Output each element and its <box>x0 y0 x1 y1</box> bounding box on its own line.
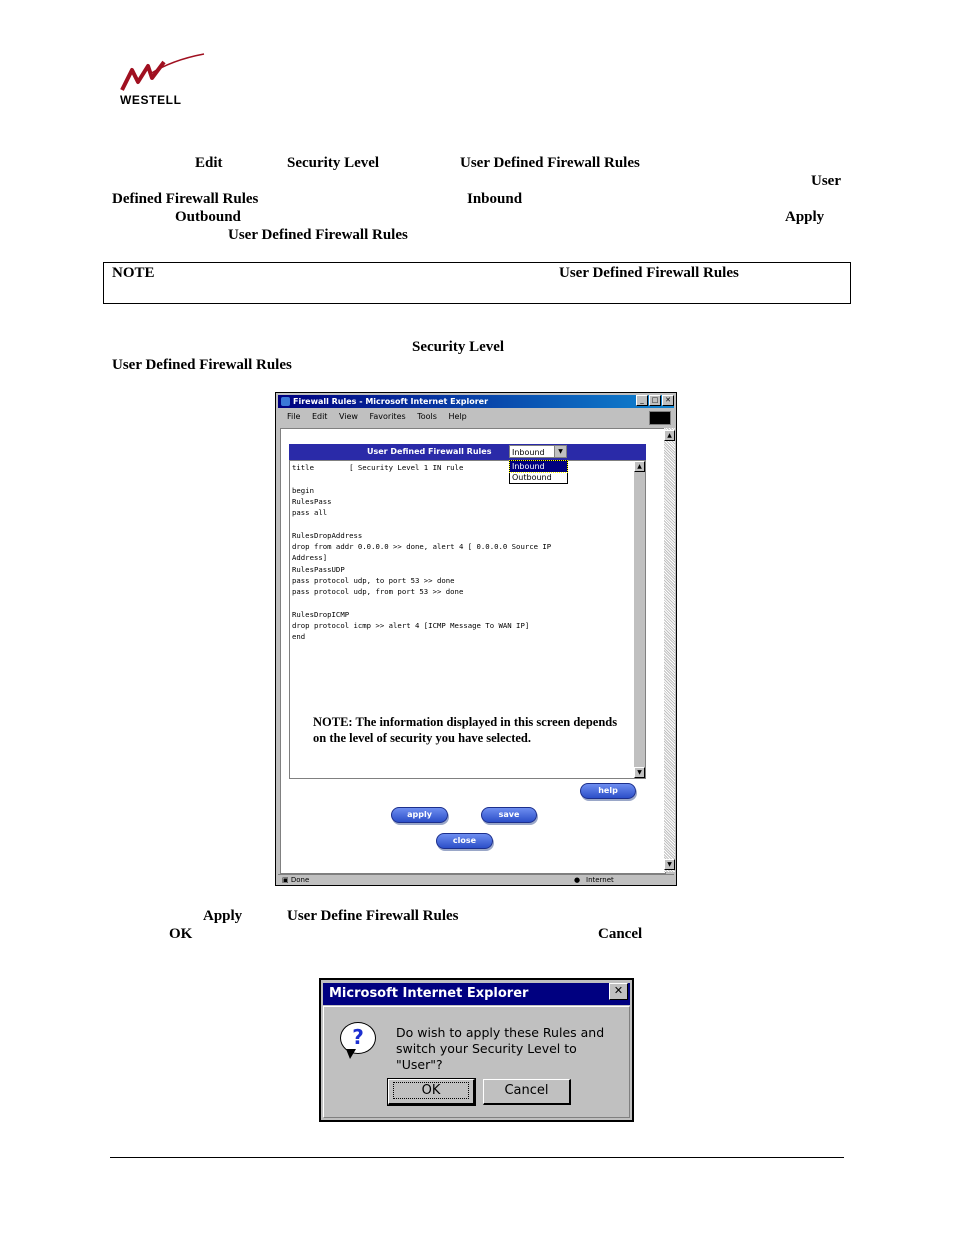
maximize-icon[interactable]: □ <box>649 395 661 406</box>
westell-logo-mark <box>112 52 212 94</box>
rules-header-title: User Defined Firewall Rules <box>367 447 492 456</box>
dialog-message: Do wish to apply these Rules and switch your Security Level to "User"? <box>396 1025 605 1072</box>
footer-rule <box>110 1157 844 1158</box>
confirm-dialog <box>319 978 634 1122</box>
menu-help[interactable]: Help <box>448 412 467 421</box>
direction-select[interactable] <box>509 445 567 458</box>
browser-title: Firewall Rules - Microsoft Internet Explorer <box>293 397 489 406</box>
status-text: Done <box>290 876 310 884</box>
text-user-defined-firewall-rules-3: User Defined Firewall Rules <box>112 357 292 373</box>
dialog-ok-label: OK <box>393 1082 470 1099</box>
rules-textarea[interactable] <box>289 460 646 779</box>
window-controls <box>636 395 674 406</box>
text-cancel: Cancel <box>598 926 643 942</box>
question-icon: ? <box>340 1022 376 1054</box>
close-icon[interactable]: ✕ <box>662 395 674 406</box>
textarea-scrollbar[interactable] <box>634 461 645 778</box>
text-user-defined-firewall-rules-2: User Defined Firewall Rules <box>228 227 408 243</box>
zone-text: Internet <box>586 876 614 884</box>
menu-favorites[interactable]: Favorites <box>369 412 406 421</box>
page-icon: ▣ <box>282 876 289 884</box>
note-label: NOTE <box>112 265 155 281</box>
dialog-close-icon[interactable]: ✕ <box>609 983 628 1000</box>
ie-icon <box>281 397 290 406</box>
text-apply-2: Apply <box>203 908 243 924</box>
menu-edit[interactable]: Edit <box>311 412 328 421</box>
windows-logo-icon <box>649 411 671 425</box>
text-ok: OK <box>169 926 193 942</box>
text-edit: Edit <box>195 155 223 171</box>
menu-view[interactable]: View <box>338 412 358 421</box>
text-inbound: Inbound <box>467 191 523 207</box>
rules-header <box>289 444 646 460</box>
text-user-define-firewall-rules: User Define Firewall Rules <box>287 908 459 924</box>
dialog-ok-button[interactable] <box>388 1079 475 1105</box>
text-outbound: Outbound <box>175 209 241 225</box>
direction-select-value: Inbound <box>512 448 545 457</box>
note-ref: User Defined Firewall Rules <box>559 265 739 281</box>
globe-icon: ● <box>574 876 581 884</box>
status-bar <box>278 874 674 886</box>
text-user-defined-firewall-rules: User Defined Firewall Rules <box>460 155 640 171</box>
page-scrollbar[interactable] <box>664 428 675 872</box>
menu-bar <box>278 410 674 424</box>
close-button[interactable]: close <box>436 833 493 849</box>
logo-text: WESTELL <box>120 93 182 107</box>
menu-tools[interactable]: Tools <box>417 412 437 421</box>
scroll-up-icon[interactable]: ▲ <box>634 461 645 472</box>
question-icon-tail <box>346 1049 356 1059</box>
westell-logo <box>112 52 212 112</box>
page-scroll-up-icon[interactable]: ▲ <box>664 430 675 441</box>
apply-button[interactable]: apply <box>391 807 448 823</box>
dialog-body <box>323 1006 630 1118</box>
rules-note: NOTE: The information displayed in this screen depends on the level of security you have selected. <box>313 715 618 745</box>
text-apply: Apply <box>785 209 825 225</box>
help-button[interactable]: help <box>580 783 636 799</box>
option-inbound[interactable]: Inbound <box>510 461 567 472</box>
text-security-level-2: Security Level <box>412 339 505 355</box>
dialog-cancel-button[interactable]: Cancel <box>483 1079 571 1105</box>
browser-titlebar <box>278 395 674 408</box>
browser-window <box>275 392 677 886</box>
minimize-icon[interactable]: _ <box>636 395 648 406</box>
text-defined-firewall-rules: Defined Firewall Rules <box>112 191 259 207</box>
scroll-down-icon[interactable]: ▼ <box>634 767 645 778</box>
direction-dropdown-list[interactable] <box>509 460 568 484</box>
dialog-title: Microsoft Internet Explorer <box>323 983 630 1005</box>
menu-file[interactable]: File <box>287 412 301 421</box>
save-button[interactable]: save <box>481 807 537 823</box>
browser-viewport <box>280 428 666 874</box>
chevron-down-icon[interactable]: ▼ <box>554 446 566 457</box>
text-security-level: Security Level <box>287 155 380 171</box>
option-outbound[interactable]: Outbound <box>512 473 552 482</box>
page-scroll-down-icon[interactable]: ▼ <box>664 859 675 870</box>
text-user: User <box>811 173 841 189</box>
rules-text: title [ Security Level 1 IN rule begin RulesPass pass all RulesDropAddress drop from addr 0.0.0.0 >> done, alert 4 [ 0.0.0.0 Source IP Address] RulesPassUDP pass protocol udp, to port 53 >> done pass protocol udp, from port 53 >> done RulesDropICMP drop protocol icmp >> alert 4 [ICMP Message To WAN IP] end <box>292 463 552 642</box>
